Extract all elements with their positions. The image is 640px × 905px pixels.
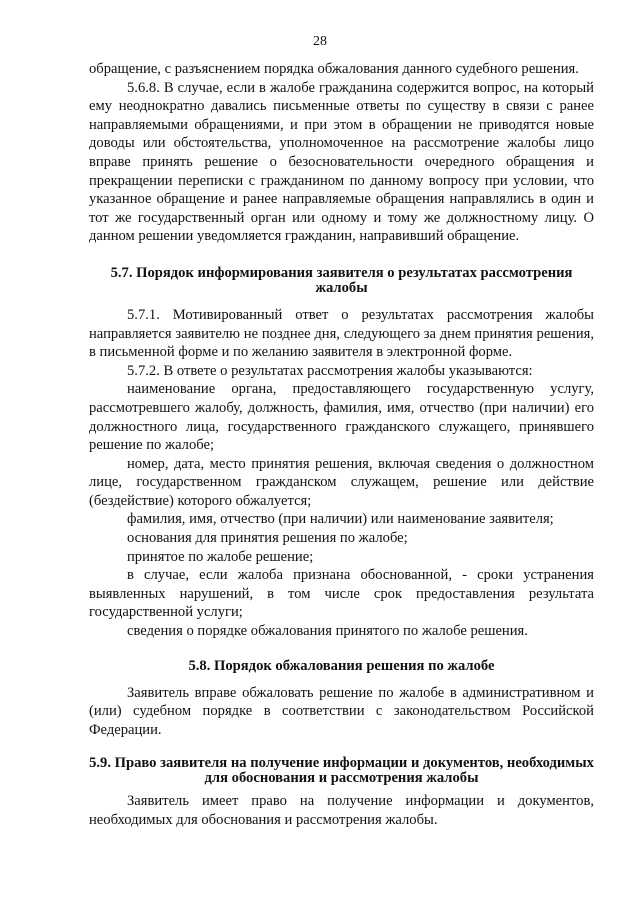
list-item-remedy-terms: в случае, если жалоба признана обоснованной, - сроки устранения выявленных нарушений, в том числе срок предоставления результата государственной услуги; xyxy=(89,567,594,621)
section-heading-5-8: 5.8. Порядок обжалования решения по жалобе xyxy=(188,657,495,674)
paragraph-5-9: Заявитель имеет право на получение информации и документов, необходимых для обоснования и рассмотрения жалобы. xyxy=(89,793,594,828)
section-heading-5-7: 5.7. Порядок информирования заявителя о результатах рассмотрения жалобы xyxy=(110,264,573,296)
section-heading-5-9: 5.9. Право заявителя на получение информации и документов, необходимых для обоснования и рассмотрения жалобы xyxy=(89,755,594,787)
list-item-authority: наименование органа, предоставляющего государственную услугу, рассмотревшего жалобу, должность, фамилия, имя, отчество (при наличии) его должностного лица, государственного гражданского служащего, принявшего решение по жалобе; xyxy=(89,381,594,454)
list-item-decision: принятое по жалобе решение; xyxy=(127,548,314,565)
page-body xyxy=(89,60,594,830)
list-item-grounds: основания для принятия решения по жалобе; xyxy=(127,530,408,547)
paragraph-5-8: Заявитель вправе обжаловать решение по жалобе в административном и (или) судебном порядке в соответствии с законодательством Российской Федерации. xyxy=(89,684,594,738)
paragraph-continuation: обращение, с разъяснением порядка обжалования данного судебного решения. xyxy=(89,61,579,77)
paragraph-5-6-8: 5.6.8. В случае, если в жалобе гражданина содержится вопрос, на который ему неоднократно давались письменные ответы по существу в связи с ранее направляемыми обращениями, и при этом в обращении не приводятся новые доводы или обстоятельства, уполномоченное на рассмотрение жалобы лицо вправе принять решение о безосновательности очередного обращения и прекращении переписки с гражданином по данному вопросу при условии, что указанное обращение и ранее направляемые обращения направлялись в один и тот же государственный орган или одному и тому же должностному лицу. О данном решении уведомляется гражданин, направивший обращение. xyxy=(89,79,594,245)
paragraph-5-7-1: 5.7.1. Мотивированный ответ о результатах рассмотрения жалобы направляется заявителю не позднее дня, следующего за днем принятия решения, в письменной форме и по желанию заявителя в электронной форме. xyxy=(89,306,594,361)
list-item-applicant-name: фамилия, имя, отчество (при наличии) или наименование заявителя; xyxy=(127,511,554,528)
page-number: 28 xyxy=(313,34,327,49)
list-item-appeal-procedure: сведения о порядке обжалования принятого по жалобе решения. xyxy=(127,623,528,640)
list-item-decision-details: номер, дата, место принятия решения, включая сведения о должностном лице, государственном гражданском служащем, решение или действие (бездействие) которого обжалуется; xyxy=(89,455,594,509)
paragraph-5-7-2: 5.7.2. В ответе о результатах рассмотрения жалобы указываются: xyxy=(127,362,533,379)
